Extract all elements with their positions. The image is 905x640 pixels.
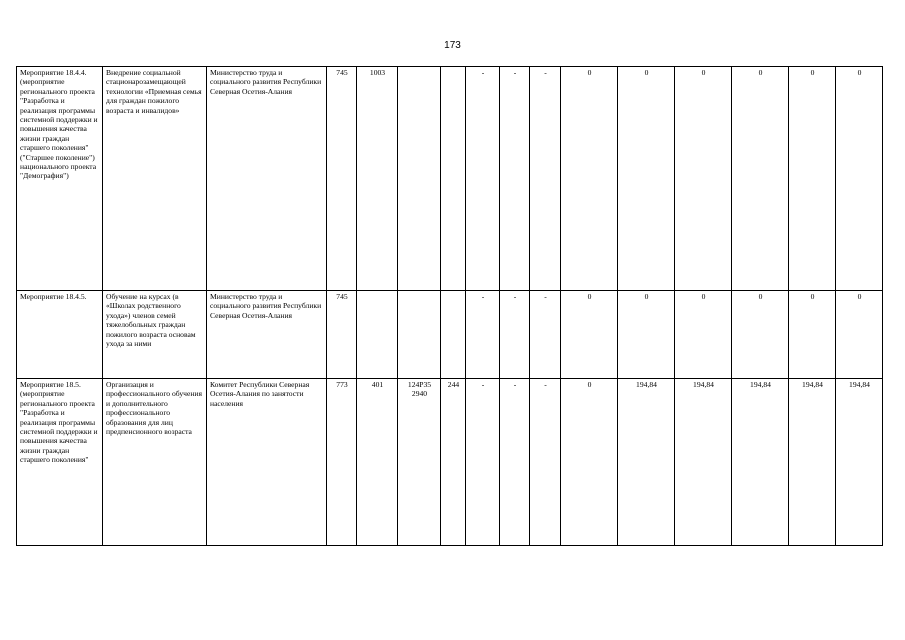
dash-cell: - [500,67,530,291]
dash-cell: - [466,291,500,379]
value-cell: 0 [561,291,618,379]
value-cell: 0 [618,291,675,379]
budget-table [16,66,883,546]
value-cell: 0 [561,67,618,291]
grbs-cell: 773 [327,379,357,546]
description-cell: Обучение на курсах (в «Школах родственного ухода») членов семей тяжелобольных граждан пожилого возраста основам ухода за ними [103,291,207,379]
rz-pr-cell: 401 [357,379,398,546]
dash-cell: - [466,379,500,546]
value-cell: 0 [675,291,732,379]
rz-pr-cell [357,291,398,379]
grbs-cell: 745 [327,67,357,291]
grbs-cell: 745 [327,291,357,379]
event-cell: Мероприятие 18.4.4. (мероприятие регионального проекта "Разработка и реализация программы системной поддержки и повышения качества жизни граждан старшего поколения" ("Старшее поколение") национального проекта "Демография") [17,67,103,291]
description-cell: Организация и профессионального обучения и дополнительного профессионального образования для лиц предпенсионного возраста [103,379,207,546]
dash-cell: - [500,291,530,379]
csr-cell [398,291,441,379]
executor-cell: Министерство труда и социального развития Республики Северная Осетия-Алания [207,67,327,291]
value-cell: 0 [618,67,675,291]
vr-cell [441,291,466,379]
csr-cell [398,67,441,291]
value-cell: 194,84 [732,379,789,546]
value-cell: 0 [789,67,836,291]
value-cell: 194,84 [675,379,732,546]
value-cell: 0 [675,67,732,291]
table-row [17,291,883,379]
value-cell: 0 [732,291,789,379]
dash-cell: - [530,67,561,291]
event-cell: Мероприятие 18.5. (мероприятие регионального проекта "Разработка и реализация программы системной поддержки и повышения качества жизни граждан старшего поколения" [17,379,103,546]
table-row [17,67,883,291]
value-cell: 0 [732,67,789,291]
dash-cell: - [530,291,561,379]
value-cell: 0 [789,291,836,379]
event-cell: Мероприятие 18.4.5. [17,291,103,379]
value-cell: 194,84 [789,379,836,546]
executor-cell: Комитет Республики Северная Осетия-Алания по занятости населения [207,379,327,546]
executor-cell: Министерство труда и социального развития Республики Северная Осетия-Алания [207,291,327,379]
value-cell: 194,84 [618,379,675,546]
description-cell: Внедрение социальной стационарозамещающей технологии «Приемная семья для граждан пожилого возраста и инвалидов» [103,67,207,291]
csr-cell: 124P35 2940 [398,379,441,546]
rz-pr-cell: 1003 [357,67,398,291]
value-cell: 0 [561,379,618,546]
dash-cell: - [530,379,561,546]
dash-cell: - [500,379,530,546]
dash-cell: - [466,67,500,291]
value-cell: 0 [836,291,883,379]
vr-cell: 244 [441,379,466,546]
value-cell: 194,84 [836,379,883,546]
table-row [17,379,883,546]
page-number: 173 [444,40,461,51]
vr-cell [441,67,466,291]
value-cell: 0 [836,67,883,291]
